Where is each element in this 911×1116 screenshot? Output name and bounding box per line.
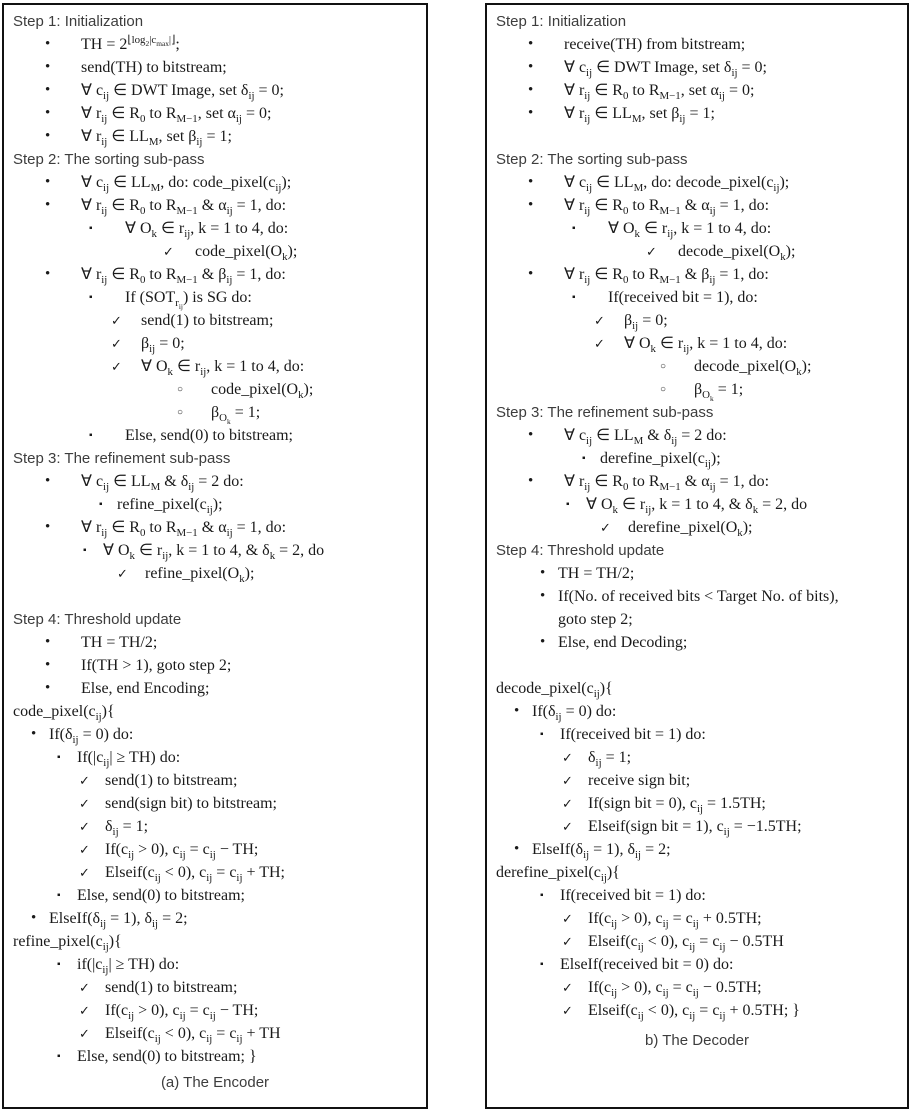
- check-icon: ✓: [594, 313, 605, 328]
- code-text: $code\_pixel(O_k)$;: [211, 381, 314, 402]
- code-line: [494, 585, 907, 608]
- check-icon: ✓: [79, 865, 90, 880]
- code-line: [494, 838, 907, 861]
- code-text: Step 3: The refinement sub-pass: [496, 404, 714, 421]
- code-text: $if(|c_{ij}| \ge TH)$ do:: [77, 956, 180, 977]
- code-text: receive(TH) from bitstream;: [564, 36, 746, 53]
- square-bullet-icon: ▪: [572, 292, 576, 303]
- bullet-icon: •: [528, 266, 534, 282]
- check-icon: ✓: [79, 1003, 90, 1018]
- code-text: send(1) to bitstream;: [141, 312, 274, 329]
- code-line: [11, 723, 426, 746]
- code-text: $If(c_{ij} > 0)$, $c_{ij} = c_{ij} + 0.5TH$;: [588, 910, 762, 931]
- code-text: TH = TH/2;: [81, 634, 158, 651]
- code-text: $\beta_{O_k} = 1$;: [694, 381, 744, 404]
- code-line: [11, 861, 426, 884]
- code-text: ∀ $r_{ij}$ ∈ $R_0$ to $R_{M-1}$ & $\alpha_{ij} = 1$, do:: [81, 519, 287, 540]
- section-header: [11, 447, 426, 470]
- code-text: $\beta_{ij} = 0$;: [141, 335, 185, 356]
- code-text: $decode\_pixel(c_{ij})${: [496, 680, 613, 701]
- code-line: [494, 79, 907, 102]
- encoder-code-lines: [11, 10, 426, 1068]
- code-text: ∀ $r_{ij}$ ∈ $LL_M$, set $\beta_{ij} = 1$;: [564, 105, 715, 126]
- code-text: ∀ $r_{ij}$ ∈ $R_0$ to $R_{M-1}$ & $\alpha_{ij} = 1$, do:: [81, 197, 287, 218]
- code-line: [11, 769, 426, 792]
- function-def-line: [494, 677, 907, 700]
- decoder-pseudocode-box: [485, 3, 909, 1109]
- code-line: [11, 240, 426, 263]
- section-header: [494, 148, 907, 171]
- code-text: $\delta_{ij} = 1$;: [588, 749, 632, 770]
- check-icon: ✓: [594, 336, 605, 351]
- bullet-icon: •: [528, 473, 534, 489]
- code-text: $If(c_{ij} > 0)$, $c_{ij} = c_{ij} - 0.5TH$;: [588, 979, 762, 1000]
- check-icon: ✓: [646, 244, 657, 259]
- check-icon: ✓: [600, 520, 611, 535]
- square-bullet-icon: ▪: [540, 959, 544, 970]
- bullet-icon: •: [45, 105, 51, 121]
- code-text: $code\_pixel(c_{ij})${: [13, 703, 115, 724]
- code-line: [494, 240, 907, 263]
- code-text: $If(c_{ij} > 0)$, $c_{ij} = c_{ij}$ − TH;: [105, 841, 259, 862]
- code-line: [494, 815, 907, 838]
- code-text: send(1) to bitstream;: [105, 772, 238, 789]
- section-header: [11, 148, 426, 171]
- code-text: $If(|c_{ij}| \ge TH)$ do:: [77, 749, 181, 770]
- code-text: $If(c_{ij} > 0)$, $c_{ij} = c_{ij}$ − TH;: [105, 1002, 259, 1023]
- function-def-line: [11, 700, 426, 723]
- bullet-icon: •: [528, 105, 534, 121]
- code-text: ∀ $r_{ij}$ ∈ $R_0$ to $R_{M-1}$, set $\alpha_{ij} = 0$;: [564, 82, 755, 103]
- code-line: [11, 194, 426, 217]
- bullet-icon: •: [45, 59, 51, 75]
- code-text: $\beta_{ij} = 0$;: [624, 312, 668, 333]
- blank-line: [494, 125, 907, 148]
- code-line: [11, 171, 426, 194]
- code-line: [11, 286, 426, 312]
- code-line: [11, 217, 426, 240]
- code-line: [11, 56, 426, 79]
- square-bullet-icon: ▪: [566, 499, 570, 510]
- square-bullet-icon: ▪: [89, 430, 93, 441]
- check-icon: ✓: [163, 244, 174, 259]
- code-text: ElseIf(received bit = 0) do:: [560, 956, 734, 973]
- code-text: ∀ $r_{ij}$ ∈ $R_0$ to $R_{M-1}$ & $\alpha_{ij} = 1$, do:: [564, 197, 770, 218]
- code-text: goto step 2;: [558, 611, 633, 628]
- square-bullet-icon: ▪: [540, 890, 544, 901]
- code-text: ∀ $r_{ij}$ ∈ $R_0$ to $R_{M-1}$ & $\beta_{ij} = 1$, do:: [81, 266, 286, 287]
- function-def-line: [494, 861, 907, 884]
- code-text: $\delta_{ij} = 1$;: [105, 818, 149, 839]
- bullet-icon: •: [528, 174, 534, 190]
- code-line: [494, 332, 907, 355]
- check-icon: ✓: [79, 842, 90, 857]
- code-text: $decode\_pixel(O_k)$;: [678, 243, 796, 264]
- check-icon: ✓: [562, 911, 573, 926]
- bullet-icon: •: [45, 634, 51, 650]
- bullet-icon: •: [45, 657, 51, 673]
- code-text: If(received bit = 1), do:: [608, 289, 758, 306]
- code-text: ∀ $O_k$ ∈ $r_{ij}$, k = 1 to 4, & $\delta_k = 2$, do: [103, 542, 325, 563]
- bullet-icon: •: [45, 680, 51, 696]
- code-line: [494, 378, 907, 404]
- square-bullet-icon: ▪: [582, 453, 586, 464]
- code-line: [11, 424, 426, 447]
- code-line: [11, 401, 426, 427]
- check-icon: ✓: [79, 773, 90, 788]
- bullet-icon: •: [514, 703, 520, 719]
- code-line: [494, 516, 907, 539]
- square-bullet-icon: ▪: [57, 890, 61, 901]
- code-text: TH = $2^{⌊log_2|c_{max}|⌋}$;: [81, 33, 180, 53]
- blank-line: [11, 585, 426, 608]
- code-line: [494, 355, 907, 378]
- encoder-caption: (a) The Encoder: [160, 1074, 270, 1091]
- code-line: [494, 700, 907, 723]
- code-line: [494, 56, 907, 79]
- code-line: [494, 217, 907, 240]
- check-icon: ✓: [79, 980, 90, 995]
- bullet-icon: •: [31, 726, 37, 742]
- code-line: [11, 332, 426, 355]
- code-line: [11, 539, 426, 562]
- section-header: [11, 10, 426, 33]
- code-text: ∀ $c_{ij}$ ∈ $LL_M$ & $\delta_{ij} = 2$ do:: [564, 427, 727, 448]
- code-text: Else, send(0) to bitstream; }: [77, 1048, 257, 1065]
- code-line: [494, 999, 907, 1022]
- code-text: Step 3: The refinement sub-pass: [13, 450, 231, 467]
- code-text: Step 4: Threshold update: [496, 542, 665, 559]
- bullet-icon: •: [45, 197, 51, 213]
- bullet-icon: •: [45, 266, 51, 282]
- square-bullet-icon: ▪: [89, 223, 93, 234]
- bullet-icon: •: [45, 473, 51, 489]
- decoder-caption: b) The Decoder: [645, 1032, 749, 1049]
- code-line: [11, 999, 426, 1022]
- code-text: $refine\_pixel(c_{ij})$;: [117, 496, 223, 517]
- bullet-icon: •: [528, 59, 534, 75]
- check-icon: ✓: [111, 359, 122, 374]
- bullet-icon: •: [540, 634, 546, 650]
- code-line: [11, 125, 426, 148]
- bullet-icon: •: [540, 588, 546, 604]
- code-text: $If(\delta_{ij} = 0)$ do:: [532, 703, 617, 724]
- code-text: If $(SOT_{r_{ij}})$ is SG do:: [125, 289, 252, 312]
- code-text: Elseif(sign bit = 1), $c_{ij} = -1.5TH$;: [588, 818, 802, 839]
- code-line: [11, 378, 426, 401]
- code-text: Else, send(0) to bitstream;: [125, 427, 293, 444]
- code-text: ∀ $r_{ij}$ ∈ $R_0$ to $R_{M-1}$ & $\alpha_{ij} = 1$, do:: [564, 473, 770, 494]
- code-line: [494, 631, 907, 654]
- code-line: [494, 769, 907, 792]
- code-line: [494, 884, 907, 907]
- code-line: [494, 792, 907, 815]
- bullet-icon: •: [45, 128, 51, 144]
- code-line: [11, 746, 426, 769]
- square-bullet-icon: ▪: [540, 729, 544, 740]
- check-icon: ✓: [79, 819, 90, 834]
- code-text: $\beta_{O_k} = 1$;: [211, 404, 261, 427]
- code-line: [11, 654, 426, 677]
- bullet-icon: •: [514, 841, 520, 857]
- code-line: [11, 493, 426, 516]
- check-icon: ✓: [562, 750, 573, 765]
- code-line: [11, 79, 426, 102]
- section-header: [11, 608, 426, 631]
- code-text: ∀ $O_k$ ∈ $r_{ij}$, k = 1 to 4, do:: [125, 220, 289, 241]
- check-icon: ✓: [562, 980, 573, 995]
- code-text: Else, end Decoding;: [558, 634, 688, 651]
- decoder-code-lines: [494, 10, 907, 1022]
- bullet-icon: •: [45, 174, 51, 190]
- code-text: ∀ $c_{ij}$ ∈ $LL_M$ & $\delta_{ij} = 2$ do:: [81, 473, 244, 494]
- code-line: [494, 309, 907, 332]
- code-text: If(sign bit = 0), $c_{ij} = 1.5TH$;: [588, 795, 766, 816]
- code-line: [11, 1045, 426, 1068]
- code-line: [11, 677, 426, 700]
- code-text: If(received bit = 1) do:: [560, 726, 706, 743]
- function-def-line: [11, 930, 426, 953]
- code-text: ∀ $O_k$ ∈ $r_{ij}$, k = 1 to 4, do:: [141, 358, 305, 379]
- section-header: [494, 539, 907, 562]
- code-line: [494, 194, 907, 217]
- code-line: [494, 447, 907, 470]
- bullet-icon: •: [528, 36, 534, 52]
- square-bullet-icon: ▪: [89, 292, 93, 303]
- code-line: [494, 562, 907, 585]
- code-text: $code\_pixel(O_k)$;: [195, 243, 298, 264]
- square-bullet-icon: ▪: [83, 545, 87, 556]
- square-bullet-icon: ▪: [57, 1051, 61, 1062]
- section-header: [494, 10, 907, 33]
- encoder-pseudocode-box: [2, 3, 428, 1109]
- check-icon: ✓: [111, 336, 122, 351]
- section-header: [494, 401, 907, 424]
- code-line: [494, 102, 907, 125]
- bullet-icon: •: [528, 82, 534, 98]
- code-text: ∀ $O_k$ ∈ $r_{ij}$, k = 1 to 4, do:: [608, 220, 772, 241]
- code-text: Step 2: The sorting sub-pass: [13, 151, 205, 168]
- code-line: [494, 493, 907, 516]
- code-text: ∀ $c_{ij}$ ∈ $LL_M$, do: $decode\_pixel(c_{ij})$;: [564, 174, 790, 195]
- code-text: $refine\_pixel(c_{ij})${: [13, 933, 122, 954]
- code-line: [494, 746, 907, 769]
- code-text: $If(\delta_{ij} = 0)$ do:: [49, 726, 134, 747]
- code-line: [494, 171, 907, 194]
- code-line: [494, 33, 907, 56]
- circle-bullet-icon: ○: [177, 384, 184, 395]
- check-icon: ✓: [111, 313, 122, 328]
- code-text: $refine\_pixel(O_k)$;: [145, 565, 255, 586]
- square-bullet-icon: ▪: [57, 752, 61, 763]
- code-line: [494, 608, 907, 631]
- code-line: [11, 516, 426, 539]
- bullet-icon: •: [528, 197, 534, 213]
- code-text: If(No. of received bits < Target No. of bits),: [558, 588, 839, 605]
- code-line: [494, 907, 907, 930]
- code-line: [11, 1022, 426, 1045]
- code-text: send(1) to bitstream;: [105, 979, 238, 996]
- code-text: If(received bit = 1) do:: [560, 887, 706, 904]
- code-line: [11, 470, 426, 493]
- code-line: [11, 815, 426, 838]
- code-text: ∀ $c_{ij}$ ∈ DWT Image, set $\delta_{ij} = 0$;: [564, 59, 767, 80]
- code-text: Else, end Encoding;: [81, 680, 210, 697]
- code-line: [494, 424, 907, 447]
- code-text: ∀ $c_{ij}$ ∈ DWT Image, set $\delta_{ij} = 0$;: [81, 82, 284, 103]
- code-line: [494, 723, 907, 746]
- code-line: [11, 976, 426, 999]
- check-icon: ✓: [562, 934, 573, 949]
- check-icon: ✓: [117, 566, 128, 581]
- code-line: [11, 631, 426, 654]
- code-line: [11, 907, 426, 930]
- code-text: $Elseif(c_{ij} < 0)$, $c_{ij} = c_{ij}$ + TH: [105, 1025, 281, 1046]
- code-text: TH = TH/2;: [558, 565, 635, 582]
- check-icon: ✓: [562, 819, 573, 834]
- code-text: send(sign bit) to bitstream;: [105, 795, 277, 812]
- bullet-icon: •: [528, 427, 534, 443]
- code-line: [11, 33, 426, 56]
- square-bullet-icon: ▪: [572, 223, 576, 234]
- code-text: ∀ $O_k$ ∈ $r_{ij}$, k = 1 to 4, & $\delta_k = 2$, do: [586, 496, 808, 517]
- check-icon: ✓: [562, 773, 573, 788]
- code-line: [11, 953, 426, 976]
- bullet-icon: •: [45, 519, 51, 535]
- code-line: [494, 286, 907, 309]
- code-text: $derefine\_pixel(O_k)$;: [628, 519, 753, 540]
- square-bullet-icon: ▪: [57, 959, 61, 970]
- bullet-icon: •: [31, 910, 37, 926]
- code-line: [494, 976, 907, 999]
- code-line: [11, 838, 426, 861]
- bullet-icon: •: [45, 36, 51, 52]
- code-text: $derefine\_pixel(c_{ij})${: [496, 864, 620, 885]
- code-text: ∀ $c_{ij}$ ∈ $LL_M$, do: $code\_pixel(c_{ij})$;: [81, 174, 292, 195]
- code-line: [11, 884, 426, 907]
- code-text: If(TH > 1), goto step 2;: [81, 657, 232, 674]
- code-text: ∀ $r_{ij}$ ∈ $R_0$ to $R_{M-1}$ & $\beta_{ij} = 1$, do:: [564, 266, 769, 287]
- code-text: Step 4: Threshold update: [13, 611, 182, 628]
- code-text: ∀ $r_{ij}$ ∈ $R_0$ to $R_{M-1}$, set $\alpha_{ij} = 0$;: [81, 105, 272, 126]
- code-line: [11, 562, 426, 585]
- code-line: [494, 470, 907, 493]
- code-text: $ElseIf(\delta_{ij} = 1)$, $\delta_{ij} = 2$;: [49, 910, 188, 931]
- check-icon: ✓: [79, 1026, 90, 1041]
- code-line: [11, 309, 426, 332]
- blank-line: [494, 654, 907, 677]
- check-icon: ✓: [79, 796, 90, 811]
- code-line: [494, 263, 907, 286]
- code-line: [11, 263, 426, 286]
- circle-bullet-icon: ○: [177, 407, 184, 418]
- code-text: Else, send(0) to bitstream;: [77, 887, 245, 904]
- square-bullet-icon: ▪: [99, 499, 103, 510]
- bullet-icon: •: [45, 82, 51, 98]
- code-text: Step 1: Initialization: [13, 13, 144, 30]
- code-line: [494, 953, 907, 976]
- code-text: $Elseif(c_{ij} < 0)$, $c_{ij} = c_{ij} + 0.5TH$; }: [588, 1002, 800, 1023]
- code-line: [494, 930, 907, 953]
- check-icon: ✓: [562, 1003, 573, 1018]
- code-text: ∀ $r_{ij}$ ∈ $LL_M$, set $\beta_{ij} = 1$;: [81, 128, 232, 149]
- code-text: send(TH) to bitstream;: [81, 59, 227, 76]
- code-line: [11, 792, 426, 815]
- code-text: Step 2: The sorting sub-pass: [496, 151, 688, 168]
- check-icon: ✓: [562, 796, 573, 811]
- code-line: [11, 355, 426, 378]
- code-line: [11, 102, 426, 125]
- code-text: receive sign bit;: [588, 772, 691, 789]
- code-text: ∀ $O_k$ ∈ $r_{ij}$, k = 1 to 4, do:: [624, 335, 788, 356]
- code-text: $Elseif(c_{ij} < 0)$, $c_{ij} = c_{ij} - 0.5TH$: [588, 933, 784, 954]
- code-text: $Elseif(c_{ij} < 0)$, $c_{ij} = c_{ij}$ + TH;: [105, 864, 285, 885]
- bullet-icon: •: [540, 565, 546, 581]
- circle-bullet-icon: ○: [660, 361, 667, 372]
- code-text: $ElseIf(\delta_{ij} = 1)$, $\delta_{ij} = 2$;: [532, 841, 671, 862]
- code-text: $derefine\_pixel(c_{ij})$;: [600, 450, 721, 471]
- code-text: Step 1: Initialization: [496, 13, 627, 30]
- code-text: $decode\_pixel(O_k)$;: [694, 358, 812, 379]
- circle-bullet-icon: ○: [660, 384, 667, 395]
